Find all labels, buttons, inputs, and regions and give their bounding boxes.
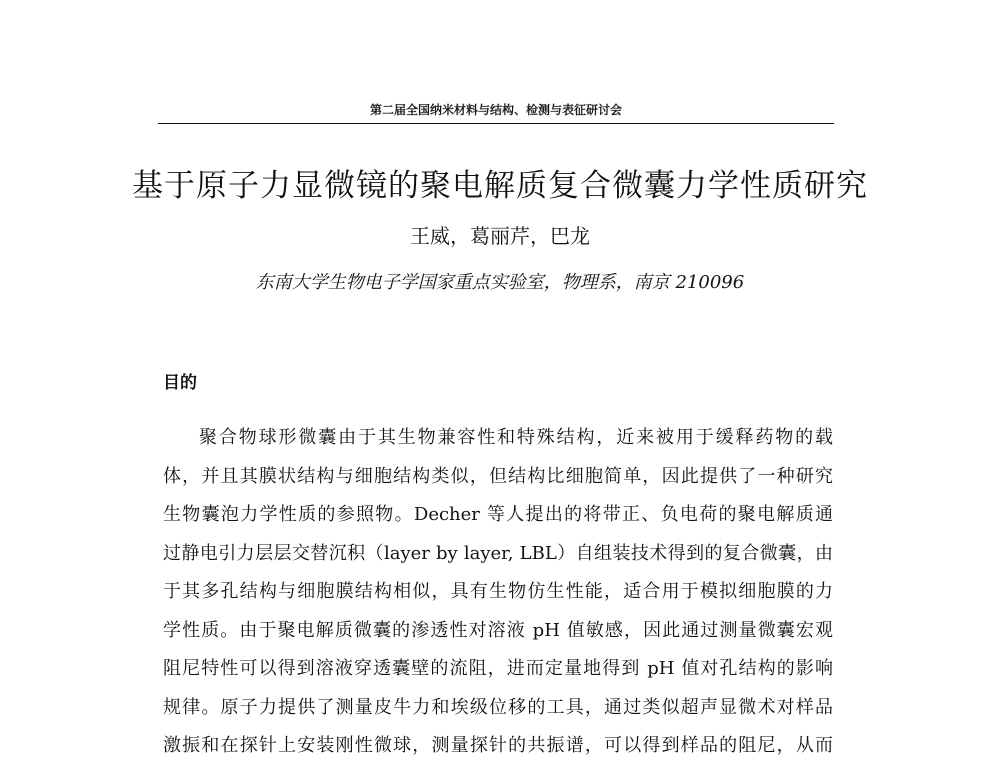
section-heading: 目的 — [163, 373, 197, 393]
body-line: 聚合物球形微囊由于其生物兼容性和特殊结构，近来被用于缓释药物的载 — [199, 427, 833, 448]
paper-title: 基于原子力显微镜的聚电解质复合微囊力学性质研究 — [132, 168, 868, 204]
paper-authors: 王威，葛丽芹，巴龙 — [410, 224, 590, 248]
body-line: 于其多孔结构与细胞膜结构相似，具有生物仿生性能，适合用于模拟细胞膜的力 — [163, 581, 833, 602]
body-line: 阻尼特性可以得到溶液穿透囊壁的流阻，进而定量地得到 pH 值对孔结构的影响 — [163, 658, 833, 679]
body-line: 规律。原子力提供了测量皮牛力和埃级位移的工具，通过类似超声显微术对样品 — [163, 696, 833, 718]
running-header: 第二届全国纳米材料与结构、检测与表征研讨会 — [369, 103, 622, 117]
body-line: 生物囊泡力学性质的参照物。Decher 等人提出的将带正、负电荷的聚电解质通 — [163, 504, 833, 525]
body-line: 学性质。由于聚电解质微囊的渗透性对溶液 pH 值敏感，因此通过测量微囊宏观 — [163, 619, 833, 641]
section-body — [163, 419, 833, 766]
body-line: 过静电引力层层交替沉积（layer by layer, LBL）自组装技术得到的复合微囊，由 — [163, 542, 833, 564]
body-line: 体，并且其膜状结构与细胞结构类似，但结构比细胞简单，因此提供了一种研究 — [163, 465, 833, 487]
body-line: 激振和在探针上安装刚性微球，测量探针的共振谱，可以得到样品的阻尼，从而 — [163, 735, 833, 756]
header-rule — [158, 123, 834, 124]
paper-affiliation: 东南大学生物电子学国家重点实验室，物理系，南京 210096 — [255, 272, 745, 293]
